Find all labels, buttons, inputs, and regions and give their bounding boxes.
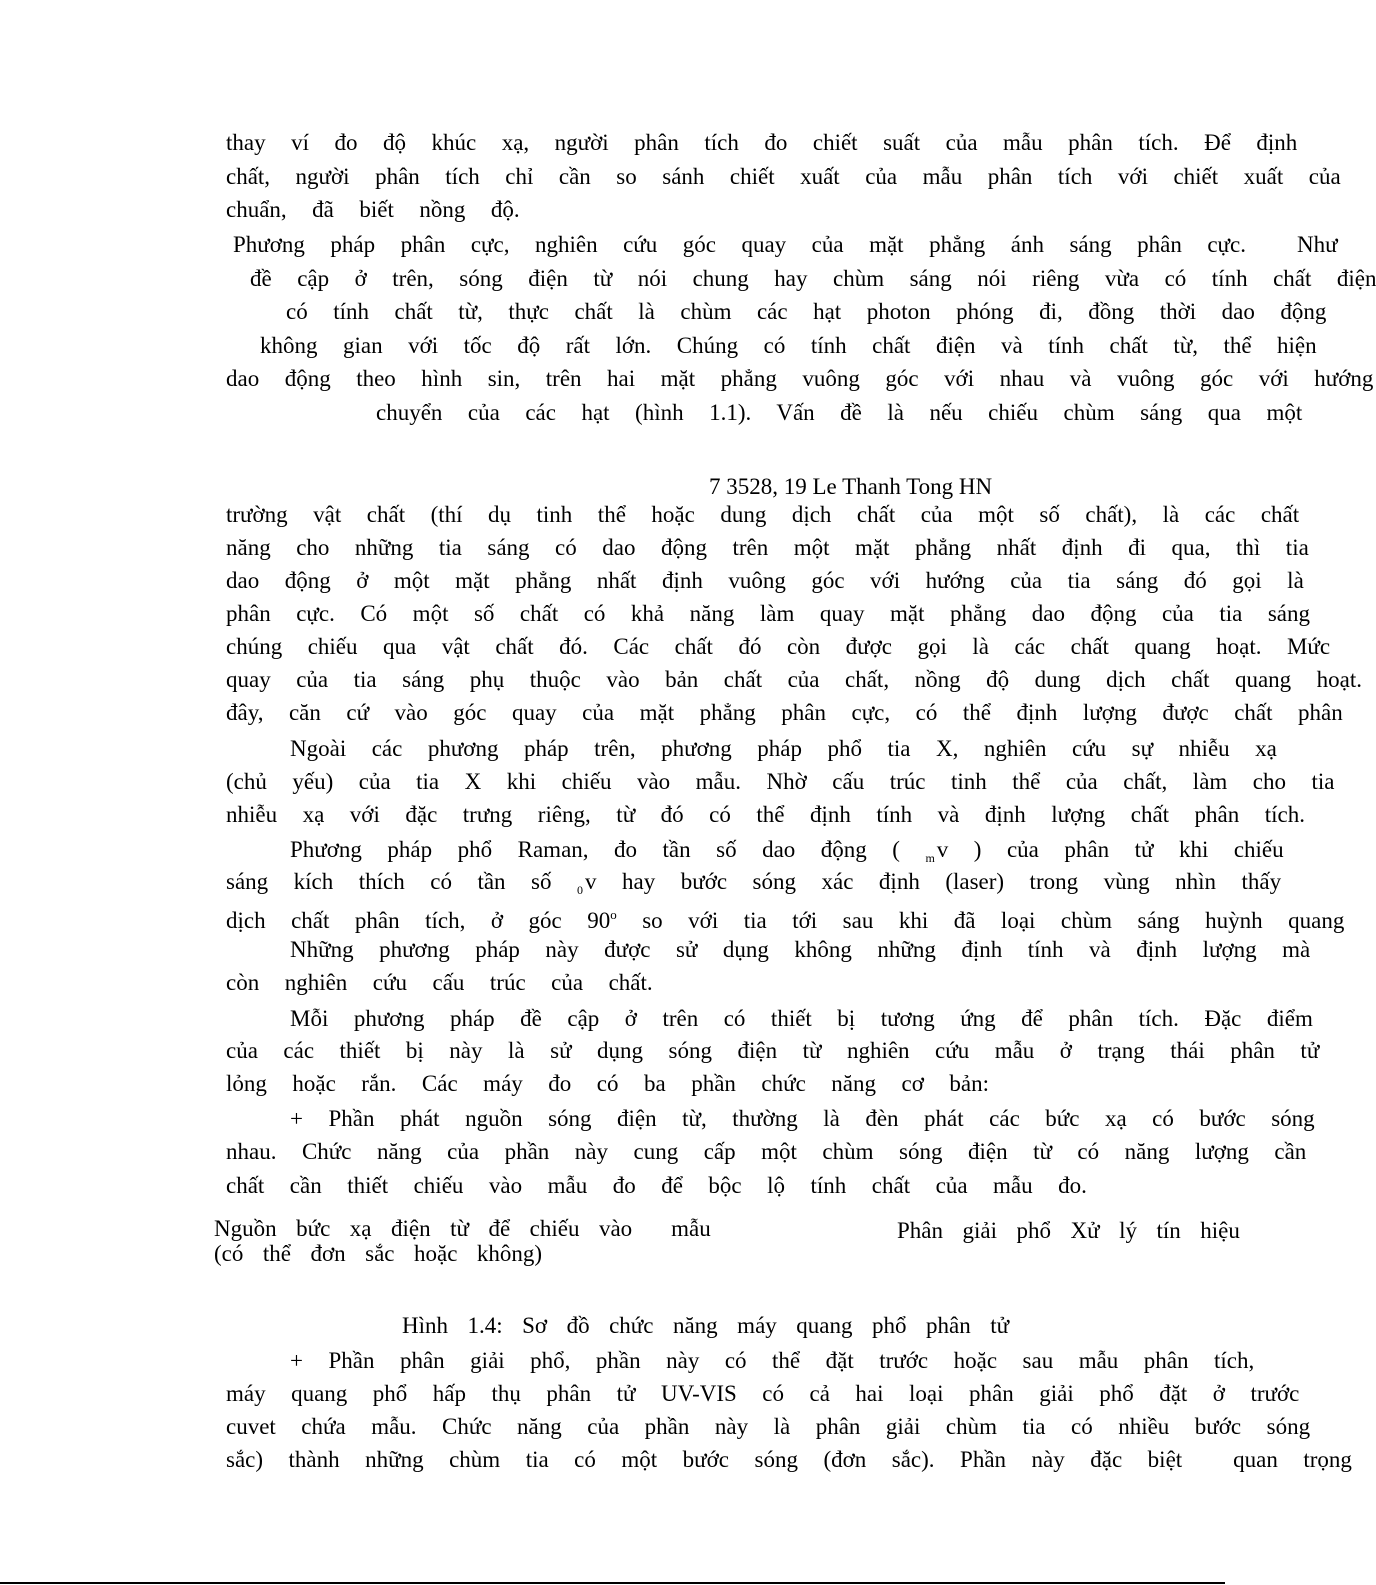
superscript: o — [610, 907, 617, 922]
text-line: sắc) thành những chùm tia có một bước sóng (đơn sắc). Phần này đặc biệt quan trọng — [226, 1447, 1352, 1472]
text-line: + Phần phát nguồn sóng điện từ, thường là đèn phát các bức xạ có bước sóng — [290, 1106, 1315, 1131]
bottom-rule — [0, 1582, 1225, 1584]
text-segment: v hay bước sóng xác định (laser) trong vùng nhìn thấy — [585, 869, 1282, 894]
text-segment: sáng kích thích có tần số — [226, 869, 578, 894]
subscript: 0 — [577, 883, 584, 897]
text-line: có tính chất từ, thực chất là chùm các hạt photon phóng đi, đồng thời dao động — [286, 299, 1327, 324]
text-line: phân cực. Có một số chất có khả năng làm quay mặt phẳng dao động của tia sáng — [226, 601, 1311, 626]
text-segment: so với tia tới sau khi đã loại chùm sáng huỳnh quang — [616, 908, 1345, 933]
text-line: chúng chiếu qua vật chất đó. Các chất đó còn được gọi là các chất quang hoạt. Mức — [226, 634, 1331, 659]
text-line: chất, người phân tích chỉ cần so sánh chiết xuất của mẫu phân tích với chiết xuất của — [226, 164, 1341, 189]
text-line: lỏng hoặc rắn. Các máy đo có ba phần chức năng cơ bản: — [226, 1071, 989, 1096]
text-line: trường vật chất (thí dụ tinh thể hoặc dung dịch chất của một số chất), là các chất — [226, 502, 1300, 527]
text-line: máy quang phổ hấp thụ phân tử UV-VIS có cả hai loại phân giải phổ đặt ở trước — [226, 1381, 1300, 1406]
text-line — [290, 837, 1284, 871]
diagram-source-note: (có thể đơn sắc hoặc không) — [214, 1241, 543, 1266]
text-line: chuyển của các hạt (hình 1.1). Vấn đề là nếu chiếu chùm sáng qua một — [376, 400, 1303, 425]
text-line: dao động ở một mặt phẳng nhất định vuông góc với hướng của tia sáng đó gọi là — [226, 568, 1304, 593]
text-line: dao động theo hình sin, trên hai mặt phẳng vuông góc với nhau và vuông góc với hướng — [226, 366, 1374, 391]
text-line: + Phần phân giải phổ, phần này có thể đặt trước hoặc sau mẫu phân tích, — [290, 1348, 1255, 1373]
text-line: cuvet chứa mẫu. Chức năng của phần này là phân giải chùm tia có nhiều bước sóng — [226, 1414, 1311, 1439]
text-line: chất cần thiết chiếu vào mẫu đo để bộc lộ tính chất của mẫu đo. — [226, 1173, 1087, 1198]
diagram-source-label: Nguồn bức xạ điện từ để chiếu vào mẫu — [214, 1216, 711, 1241]
text-line: của các thiết bị này là sử dụng sóng điện từ nghiên cứu mẫu ở trạng thái phân tử — [226, 1038, 1320, 1063]
text-line: còn nghiên cứu cấu trúc của chất. — [226, 970, 653, 995]
text-line: năng cho những tia sáng có dao động trên một mặt phẳng nhất định đi qua, thì tia — [226, 535, 1309, 560]
text-line: thay ví đo độ khúc xạ, người phân tích đo chiết suất của mẫu phân tích. Để định — [226, 130, 1298, 155]
figure-caption: Hình 1.4: Sơ đồ chức năng máy quang phổ phân tử — [402, 1313, 1010, 1338]
subscript: m — [925, 851, 935, 865]
text-line: nhau. Chức năng của phần này cung cấp một chùm sóng điện từ có năng lượng cần — [226, 1139, 1307, 1164]
text-line: nhiễu xạ với đặc trưng riêng, từ đó có thể định tính và định lượng chất phân tích. — [226, 802, 1306, 827]
text-line: không gian với tốc độ rất lớn. Chúng có tính chất điện và tính chất từ, thể hiện — [260, 333, 1317, 358]
text-line: (chủ yếu) của tia X khi chiếu vào mẫu. Nhờ cấu trúc tinh thể của chất, làm cho tia — [226, 769, 1335, 794]
text-line: chuẩn, đã biết nồng độ. — [226, 197, 520, 222]
address-line: 7 3528, 19 Le Thanh Tong HN — [709, 474, 993, 499]
text-line — [226, 869, 1281, 903]
text-segment: Phương pháp phổ Raman, đo tần số dao động ( — [290, 837, 926, 862]
text-line: Những phương pháp này được sử dụng không những định tính và định lượng mà — [290, 937, 1311, 962]
text-line: quay của tia sáng phụ thuộc vào bản chất của chất, nồng độ dung dịch chất quang hoạt. — [226, 667, 1363, 692]
text-line: đề cập ở trên, sóng điện từ nói chung hay chùm sáng nói riêng vừa có tính chất điện — [250, 266, 1376, 291]
text-segment: dịch chất phân tích, ở góc 90 — [226, 908, 611, 933]
text-segment: v ) của phân tử khi chiếu — [936, 837, 1284, 862]
text-line: Ngoài các phương pháp trên, phương pháp phổ tia X, nghiên cứu sự nhiễu xạ — [290, 736, 1277, 761]
text-line: Mỗi phương pháp đề cập ở trên có thiết bị tương ứng để phân tích. Đặc điểm — [290, 1006, 1313, 1031]
text-line: đây, căn cứ vào góc quay của mặt phẳng phân cực, có thể định lượng được chất phân — [226, 700, 1343, 725]
text-line: Phương pháp phân cực, nghiên cứu góc quay của mặt phẳng ánh sáng phân cực. Như — [233, 232, 1338, 257]
diagram-right-label: Phân giải phổ Xử lý tín hiệu — [897, 1218, 1240, 1243]
text-line — [226, 902, 1344, 934]
